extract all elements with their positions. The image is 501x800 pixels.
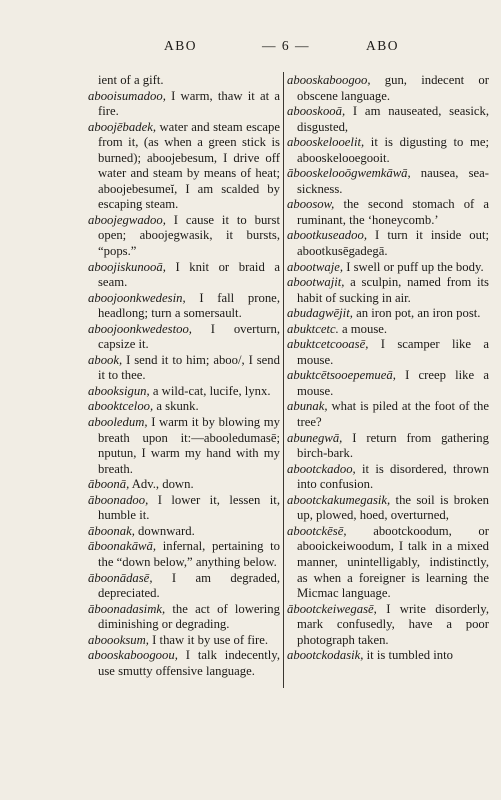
dictionary-entry xyxy=(287,337,489,368)
entry-definition: an iron pot, an iron post. xyxy=(352,306,481,321)
dictionary-entry xyxy=(287,462,489,493)
page-header xyxy=(0,38,501,58)
entry-definition: a sculpin, named from its habit of sucking in air. xyxy=(297,275,489,305)
entry-definition: ient of a gift. xyxy=(98,73,164,87)
entry-definition: downward. xyxy=(134,523,195,538)
dictionary-entry xyxy=(88,399,280,415)
dictionary-entry xyxy=(88,260,280,291)
entry-definition: I am nauseated, seasick, disgusted, xyxy=(297,104,489,134)
dictionary-entry xyxy=(287,197,489,228)
dictionary-entry xyxy=(88,353,280,384)
entry-definition: I lower it, lessen it, humble it. xyxy=(98,492,280,523)
entry-definition: I talk indecently, use smutty offensive language. xyxy=(98,648,280,678)
dictionary-entry xyxy=(287,275,489,306)
dictionary-entry xyxy=(88,539,280,570)
entry-headword: āboonā, xyxy=(88,477,130,492)
entry-headword: abootkuseadoo, xyxy=(287,228,367,243)
right-column xyxy=(287,73,489,664)
entry-definition: a mouse. xyxy=(338,321,388,336)
entry-definition: the second stomach of a ruminant, the ‘honeycomb.’ xyxy=(297,197,489,227)
left-column xyxy=(88,73,280,679)
entry-headword: aboooksum, xyxy=(88,632,149,647)
dictionary-entry xyxy=(88,213,280,260)
entry-definition: I overturn, capsize it. xyxy=(98,321,280,352)
entry-headword: āboonak, xyxy=(88,523,135,538)
page-number: — 6 — xyxy=(262,38,310,53)
entry-definition: I cause it to burst open; aboojegwasik, it bursts, “pops.” xyxy=(98,212,280,259)
entry-headword: āboonadasimk, xyxy=(88,601,166,616)
dictionary-entry xyxy=(88,633,280,649)
entry-definition: I send it to him; aboo/, I send it to thee. xyxy=(98,352,280,383)
entry-definition: I warm, thaw it at a fire. xyxy=(98,88,280,119)
dictionary-entry xyxy=(287,104,489,135)
header-left-guide-word: ABO xyxy=(164,38,198,53)
dictionary-entry xyxy=(88,415,280,477)
dictionary-entry xyxy=(287,228,489,259)
entry-headword: abuktcētsooepemueā, xyxy=(287,368,396,383)
dictionary-entry xyxy=(88,384,280,400)
entry-headword: abuktcetc. xyxy=(287,321,339,336)
entry-definition: I scamper like a mouse. xyxy=(297,337,489,367)
dictionary-entry xyxy=(287,306,489,322)
entry-headword: aboojoonkwedesin, xyxy=(88,290,186,305)
entry-headword: ābooskelooōgwemkāwā, xyxy=(287,166,411,181)
entry-definition: it is disordered, thrown into confusion. xyxy=(297,461,489,492)
entry-definition: abootckoodum, or abooickeiwoodum, I talk in a mixed manner, unintelligably, indistinctly, as when a foreigner is learning the Micmac language. xyxy=(297,523,489,601)
entry-definition: it is tumbled into xyxy=(363,648,453,663)
entry-definition: gun, indecent or obscene language. xyxy=(297,73,489,103)
entry-headword: aboojegwadoo, xyxy=(88,212,166,227)
entry-headword: abootckodasik, xyxy=(287,648,364,663)
entry-headword: abooktceloo, xyxy=(88,399,154,414)
entry-definition: the soil is broken up, plowed, hoed, overturned, xyxy=(297,492,489,523)
entry-definition: what is piled at the foot of the tree? xyxy=(297,399,489,430)
dictionary-entry xyxy=(88,571,280,602)
dictionary-entry xyxy=(88,291,280,322)
entry-definition: I thaw it by use of fire. xyxy=(148,632,269,647)
entry-definition: I knit or braid a seam. xyxy=(98,259,280,290)
entry-headword: abooskaboogoo, xyxy=(287,73,371,87)
dictionary-entry xyxy=(287,493,489,524)
entry-definition: Adv., down. xyxy=(129,477,194,492)
entry-headword: aboojoonkwedestoo, xyxy=(88,321,192,336)
entry-headword: abootckēsē, xyxy=(287,523,347,538)
entry-headword: ābootckeiwegasē, xyxy=(287,601,377,616)
entry-definition: I write disorderly, mark confusedly, have a poor photograph taken. xyxy=(297,601,489,647)
entry-headword: abunegwā, xyxy=(287,430,343,445)
dictionary-entry xyxy=(88,73,280,89)
entry-headword: aboosow, xyxy=(287,197,335,212)
entry-definition: I turn it inside out; abootkusēgadegā. xyxy=(297,228,489,259)
entry-headword: abooledum, xyxy=(88,415,148,430)
entry-headword: āboonadoo, xyxy=(88,492,149,507)
entry-headword: abunak, xyxy=(287,399,328,414)
entry-definition: the act of lowering diminishing or degrading. xyxy=(98,601,280,632)
dictionary-entry xyxy=(287,524,489,602)
dictionary-entry xyxy=(287,260,489,276)
entry-headword: abudagwējit, xyxy=(287,306,353,321)
dictionary-entry xyxy=(287,322,489,338)
entry-headword: abuktcetcooasē, xyxy=(287,337,369,352)
dictionary-entry xyxy=(287,368,489,399)
entry-headword: abootckadoo, xyxy=(287,461,356,476)
entry-definition: nausea, sea-sickness. xyxy=(297,166,489,196)
entry-definition: a skunk. xyxy=(153,399,199,414)
entry-headword: abook, xyxy=(88,352,123,367)
entry-definition: water and steam escape from it, (as when a green stick is burned); aboojebesum, I drive off water and steam by means of heat; aboojebesumeĭ, I am scalded by escaping steam. xyxy=(98,119,280,212)
entry-definition: I warm it by blowing my breath upon it:—abooledumasē; nputun, I warm my hand with my breath. xyxy=(98,415,280,476)
dictionary-entry xyxy=(88,493,280,524)
dictionary-entry xyxy=(287,648,489,664)
entry-definition: I fall prone, headlong; turn a somersault. xyxy=(98,290,280,321)
entry-headword: abootwajit, xyxy=(287,275,345,290)
column-divider xyxy=(283,72,284,688)
dictionary-entry xyxy=(88,120,280,213)
entry-headword: aboojēbadek, xyxy=(88,119,156,134)
header-right-guide-word: ABO xyxy=(366,38,400,53)
entry-headword: abooksigun, xyxy=(88,383,150,398)
dictionary-entry xyxy=(88,477,280,493)
dictionary-entry xyxy=(88,322,280,353)
dictionary-entry xyxy=(88,524,280,540)
entry-definition: I swell or puff up the body. xyxy=(343,259,484,274)
entry-definition: I return from gathering birch-bark. xyxy=(297,430,489,461)
dictionary-entry xyxy=(88,89,280,120)
dictionary-entry xyxy=(287,431,489,462)
entry-headword: abootwaje, xyxy=(287,259,344,274)
entry-definition: I am degraded, depreciated. xyxy=(98,570,280,601)
entry-headword: abooisumadoo, xyxy=(88,88,166,103)
entry-headword: āboonakāwā, xyxy=(88,539,157,554)
entry-definition: infernal, pertaining to the “down below,” anything below. xyxy=(98,539,280,569)
entry-headword: abooskooā, xyxy=(287,104,346,119)
entry-definition: I creep like a mouse. xyxy=(297,368,489,398)
entry-headword: āboonādasē, xyxy=(88,570,153,585)
entry-headword: abooskelooelit, xyxy=(287,135,365,150)
dictionary-entry xyxy=(287,135,489,166)
dictionary-entry xyxy=(287,73,489,104)
entry-definition: a wild-cat, lucife, lynx. xyxy=(149,383,271,398)
dictionary-entry xyxy=(287,166,489,197)
entry-headword: abooskaboogoou, xyxy=(88,648,178,663)
dictionary-entry xyxy=(287,399,489,430)
entry-headword: abootckakumegasik, xyxy=(287,492,391,507)
dictionary-entry xyxy=(88,648,280,679)
dictionary-entry xyxy=(287,602,489,649)
dictionary-entry xyxy=(88,602,280,633)
entry-headword: aboojiskunooā, xyxy=(88,259,166,274)
entry-definition: it is digusting to me; abooskelooegooit. xyxy=(297,135,489,165)
